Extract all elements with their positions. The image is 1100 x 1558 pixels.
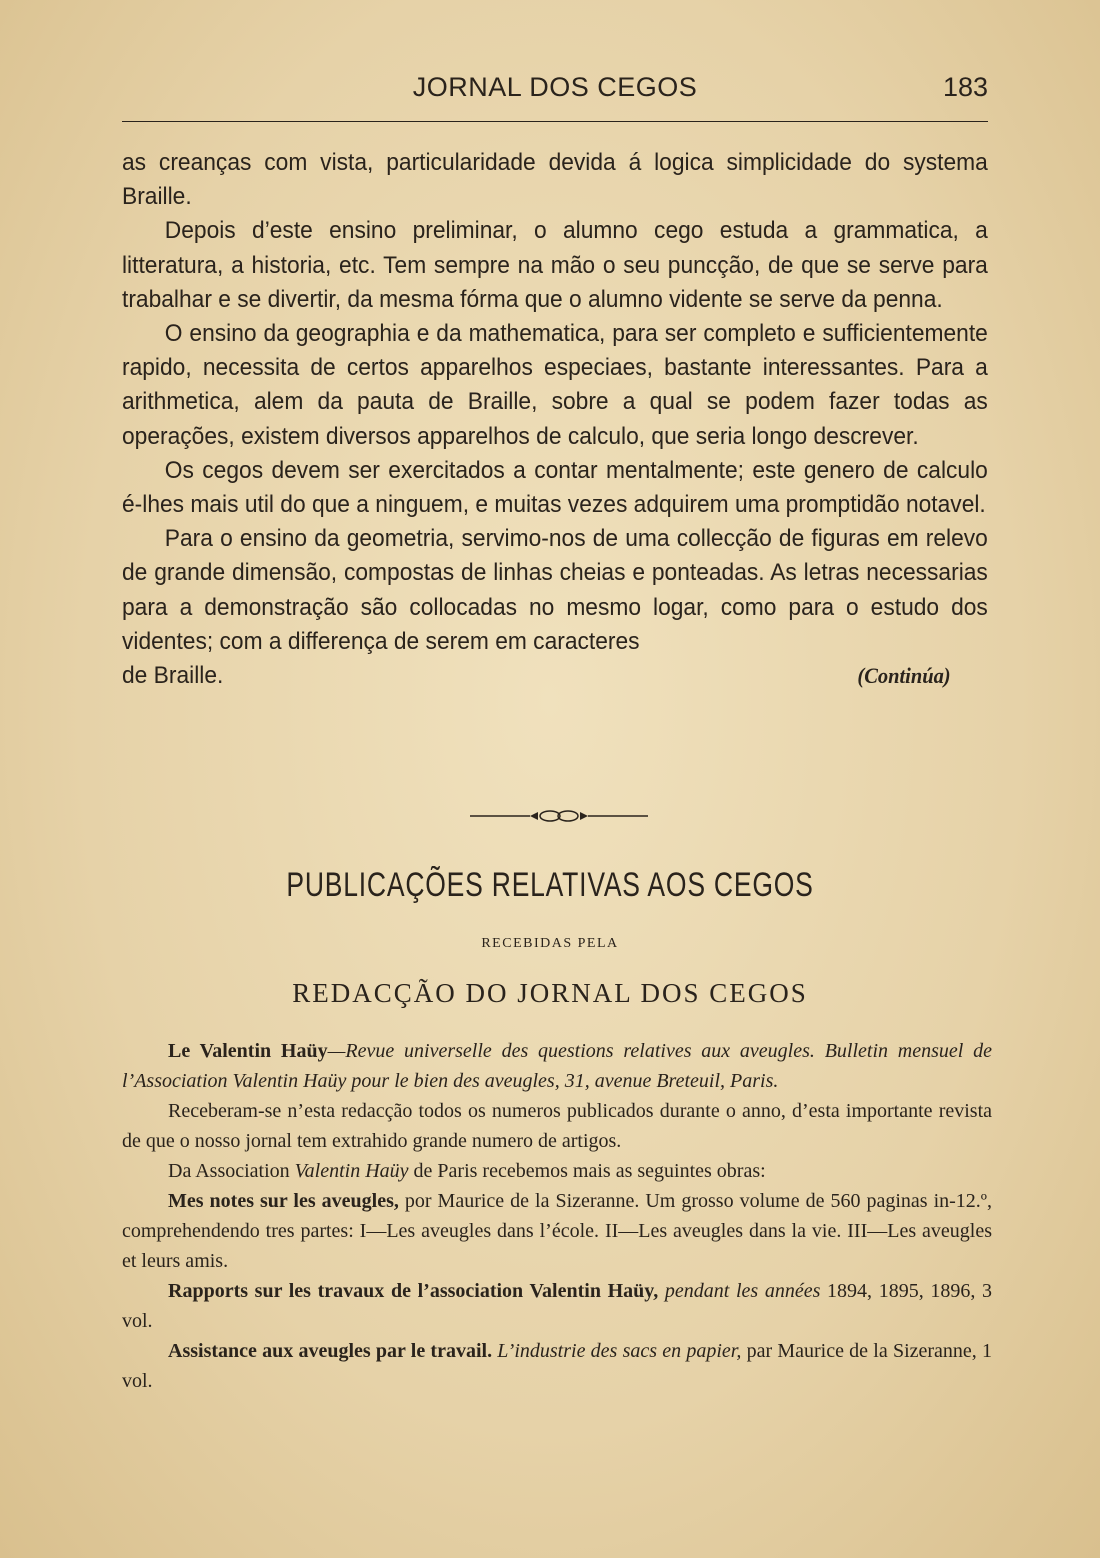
publication-description: —Revue universelle des questions relatives aux aveugles. Bulletin mensuel de l’Association Valentin Haüy pour le bien des aveugles, 31, avenue Breteuil, Paris. [122,1040,992,1092]
header-rule [122,121,988,122]
section-title: PUBLICAÇÕES RELATIVAS AOS CEGOS [286,866,814,904]
paragraph: Receberam-se n’esta redacção todos os numeros publicados durante o anno, d’esta importante revista de que o nosso jornal tem extrahido grande numero de artigos. [122,1100,992,1152]
paragraph [122,1156,992,1186]
continued-note: (Continúa) [857,663,951,689]
section-subtitle: RECEBIDAS PELA [481,936,619,951]
running-header [122,72,988,112]
paragraph: as creanças com vista, particularidade devida á logica simplicidade do systema Braille. [122,149,988,211]
paragraph-end: de Braille. [122,662,224,690]
publication-entry [122,1186,992,1276]
publication-title: Rapports sur les travaux de l’association Valentin Haüy, [168,1280,659,1302]
article-body [122,146,988,693]
publication-title: Mes notes sur les aveugles, [168,1190,399,1212]
association-name: Valentin Haüy [294,1160,409,1182]
paragraph: Depois d’este ensino preliminar, o alumno cego estuda a grammatica, a litteratura, a historia, etc. Tem sempre na mão o seu puncção, de que se serve para trabalhar e se divertir, da mesma fórma que o alumno vidente se serve da penna. [122,217,988,313]
publication-entry [122,1336,992,1396]
publication-description: 1894, 1895, 1896, 3 vol. [122,1280,993,1332]
ornament-divider [470,808,648,824]
text-span: de Paris recebemos mais as seguintes obras: [408,1160,766,1182]
publication-entry [122,1276,992,1336]
page-number: 183 [942,72,988,102]
publication-italic: pendant les années [658,1280,821,1302]
publication-title: Le Valentin Haüy [168,1040,328,1062]
publication-italic: L’industrie des sacs en papier, [492,1340,742,1362]
publication-description: por Maurice de la Sizeranne. Um grosso volume de 560 paginas in-12.º, comprehendendo tres partes: I—Les aveugles dans l’école. II—Les aveugles dans la vie. III—Les aveugles et leurs amis. [122,1190,992,1272]
section-heading: REDACÇÃO DO JORNAL DOS CEGOS [292,978,808,1008]
publication-description: par Maurice de la Sizeranne, 1 vol. [122,1340,993,1392]
publication-entry [122,1036,992,1096]
paragraph: O ensino da geographia e da mathematica, para ser completo e sufficientemente rapido, necessita de certos apparelhos especiaes, bastante interessantes. Para a arithmetica, alem da pauta de Braille, sobre a qual se podem fazer todas as operações, existem diversos apparelhos de calculo, que seria longo descrever. [122,320,988,450]
publications-list [122,1036,992,1396]
paragraph-last-line [122,659,988,693]
paragraph: Os cegos devem ser exercitados a contar mentalmente; este genero de calculo é-lhes mais util do que a ninguem, e muitas vezes adquirem uma promptidão notavel. [122,456,988,519]
paragraph: Para o ensino da geometria, servimo-nos de uma collecção de figuras em relevo de grande dimensão, compostas de linhas cheias e ponteadas. As letras necessarias para a demonstração são collocadas no mesmo logar, como para o estudo dos videntes; com a differença de serem em caracteres [122,525,988,655]
text-span: Da Association [168,1160,295,1182]
publication-title: Assistance aux aveugles par le travail. [168,1340,493,1362]
journal-title: JORNAL DOS CEGOS [412,72,698,102]
